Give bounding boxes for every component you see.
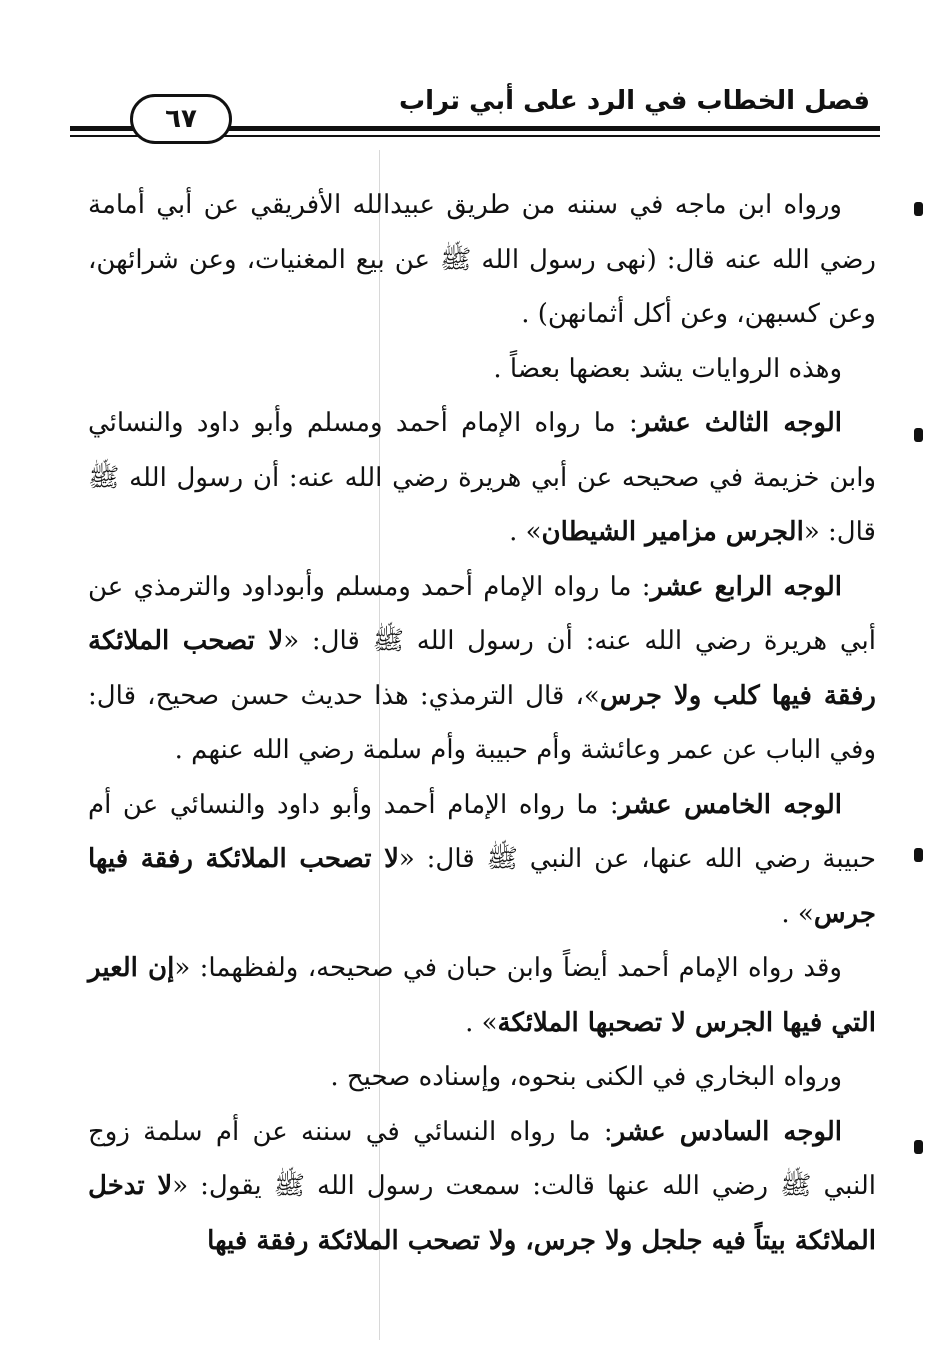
paragraph-ibn-hibban xyxy=(88,941,876,1050)
paragraph-text: » . xyxy=(465,1007,498,1038)
aspect-heading: الوجه الخامس عشر xyxy=(618,789,843,820)
hadith-quote: لا تصحب الملائكة رفقة فيها كلب ولا جرس xyxy=(88,626,876,711)
paragraph-aspect-15 xyxy=(88,778,876,942)
aspect-heading: الوجه الثالث عشر xyxy=(637,408,842,438)
paragraph-narrations xyxy=(88,342,876,397)
page-number: ٦٧ xyxy=(130,94,232,144)
running-title: فصل الخطاب في الرد على أبي تراب xyxy=(399,86,870,116)
hadith-quote: الجرس مزامير الشيطان xyxy=(541,517,804,547)
page-header xyxy=(70,78,880,148)
paragraph-text: » . xyxy=(781,898,814,929)
hadith-quote: لا تدخل الملائكة بيتاً فيه جلجل ولا جرس، ولا تصحب الملائكة رفقة فيها xyxy=(88,1171,876,1256)
paragraph-aspect-13 xyxy=(88,396,876,560)
paragraph-aspect-16 xyxy=(88,1105,876,1269)
paragraph-text: ورواه ابن ماجه في سننه من طريق عبيدالله الأفريقي عن أبي أمامة رضي الله عنه قال: (نهى رسول الله ﷺ عن بيع المغنيات، وعن شرائهن، وعن كسبهن، وعن أكل أثمانهن) . xyxy=(88,190,876,329)
body-text xyxy=(88,178,876,1268)
paragraph-text: : ما رواه الإمام أحمد ومسلم وأبوداود والترمذي عن أبي هريرة رضي الله عنه: أن رسول الله ﷺ قال: « xyxy=(88,571,876,656)
margin-mark xyxy=(914,1140,923,1154)
margin-mark xyxy=(914,848,923,862)
paragraph-aspect-14 xyxy=(88,560,876,778)
paragraph-ibn-majah xyxy=(88,178,876,342)
paragraph-text: وهذه الروايات يشد بعضها بعضاً . xyxy=(493,353,842,384)
paragraph-text: : ما رواه النسائي في سننه عن أم سلمة زوج النبي ﷺ رضي الله عنها قالت: سمعت رسول الله ﷺ يقول: « xyxy=(88,1116,876,1201)
paragraph-text: » . xyxy=(509,517,542,547)
paragraph-text: »، قال الترمذي: هذا حديث حسن صحيح، قال: وفي الباب عن عمر وعائشة وأم حبيبة وأم سلمة رضي الله عنهم . xyxy=(88,680,876,765)
margin-mark xyxy=(914,202,923,216)
paragraph-text: ورواه البخاري في الكنى بنحوه، وإسناده صحيح . xyxy=(330,1062,842,1092)
paragraph-text: : ما رواه الإمام أحمد وأبو داود والنسائي عن أم حبيبة رضي الله عنها، عن النبي ﷺ قال: « xyxy=(88,789,876,874)
aspect-heading: الوجه الرابع عشر xyxy=(650,571,842,602)
hadith-quote: لا تصحب الملائكة رفقة فيها جرس xyxy=(88,844,876,929)
aspect-heading: الوجه السادس عشر xyxy=(612,1116,842,1147)
paragraph-text: : ما رواه الإمام أحمد ومسلم وأبو داود والنسائي وابن خزيمة في صحيحه عن أبي هريرة رضي الله عنه: أن رسول الله ﷺ قال: « xyxy=(88,408,876,547)
margin-mark xyxy=(914,428,923,442)
paragraph-text: وقد رواه الإمام أحمد أيضاً وابن حبان في صحيحه، ولفظهما: « xyxy=(174,953,842,983)
hadith-quote: إن العير التي فيها الجرس لا تصحبها الملائكة xyxy=(88,953,876,1038)
paragraph-bukhari xyxy=(88,1050,876,1105)
